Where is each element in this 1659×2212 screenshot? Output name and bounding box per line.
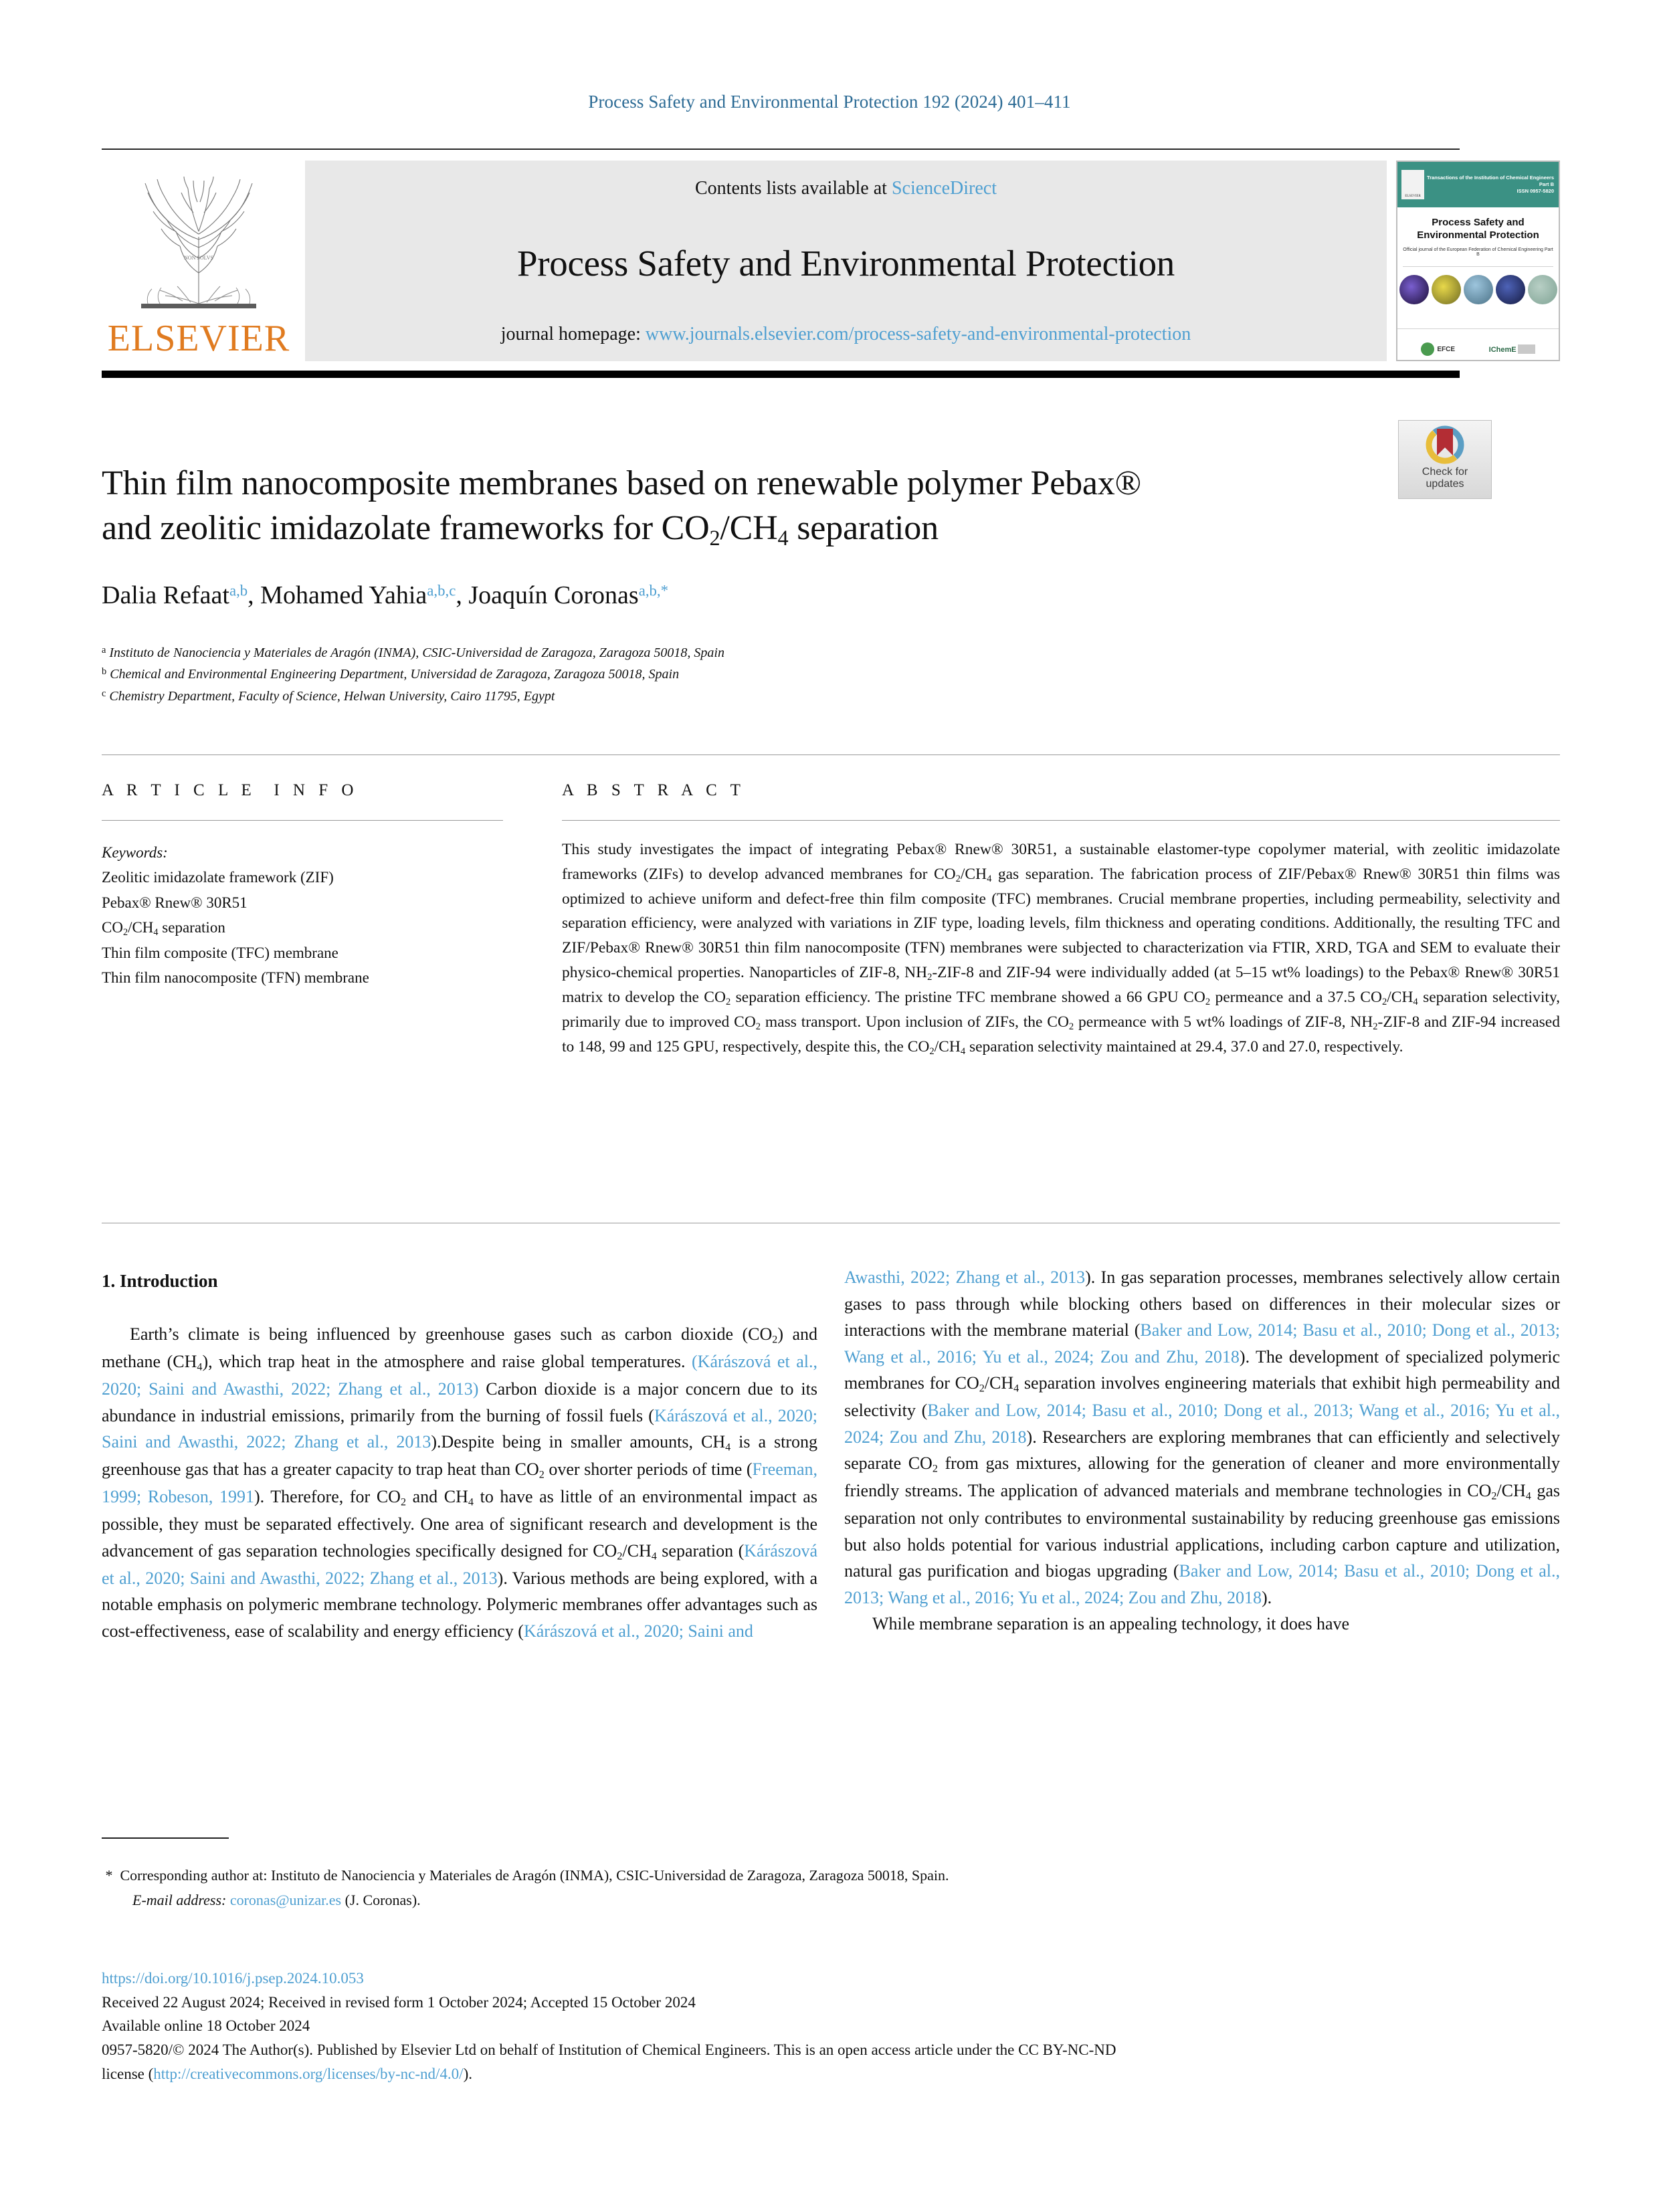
affiliation-list (102, 642, 1440, 707)
author-1-affil-marks[interactable]: a,b (229, 582, 248, 599)
doi-link[interactable]: https://doi.org/10.1016/j.psep.2024.10.053 (102, 1970, 364, 1987)
crossmark-line2: updates (1426, 478, 1464, 490)
efce-logo (1421, 342, 1455, 356)
keyword-item: Thin film nanocomposite (TFN) membrane (102, 969, 369, 987)
corresponding-author-text: Corresponding author at: Instituto de Nanociencia y Materiales de Aragón (INMA), CSIC-Universidad de Zaragoza, Zaragoza 50018, Spain. (120, 1867, 949, 1884)
copyright-line: 0957-5820/© 2024 The Author(s). Published by Elsevier Ltd on behalf of Institution of Chemical Engineers. This is an open access article under the CC BY-NC-ND (102, 2041, 1116, 2058)
cover-circle-1 (1399, 275, 1429, 304)
title-sub-1: 2 (709, 525, 720, 550)
cover-circle-5 (1528, 275, 1557, 304)
journal-cover-thumbnail (1396, 161, 1560, 361)
keywords-heading: Keywords: (102, 844, 168, 861)
affiliation-marker: a (102, 644, 106, 656)
footnote-block (102, 1864, 1440, 1912)
author-3-name: Joaquín Coronas (468, 581, 639, 609)
cover-image-strip (1397, 270, 1559, 310)
sciencedirect-link[interactable]: ScienceDirect (891, 178, 997, 199)
homepage-url-link[interactable]: www.journals.elsevier.com/process-safety-and-environmental-protection (645, 324, 1191, 344)
cover-divider-2 (1397, 328, 1559, 329)
masthead-top-rule (102, 148, 1460, 150)
paragraph: Earth’s climate is being influenced by greenhouse gases such as carbon dioxide $(CO_2)$ and methane $(CH_4)$, which trap heat in the atmosphere and raise global temperatures. (Kárászová et al., 2020; Saini and Awasthi, 2022; Zhang et al., 2013) Carbon dioxide is a major concern due to its abundance in industrial emissions, primarily from the burning of fossil fuels (Kárászová et al., 2020; Saini and Awasthi, 2022; Zhang et al., 2013).Despite being in smaller amounts, $CH_4$ is a strong greenhouse gas that has a greater capacity to trap heat than $CO_2$ over shorter periods of time (Freeman, 1999; Robeson, 1991). Therefore, for $CO_2$ and $CH_4$ to have as little of an environmental impact as possible, they must be separated effectively. One area of significant research and development is the advancement of gas separation technologies specifically designed for $CO_2/CH_4$ separation (Kárászová et al., 2020; Saini and Awasthi, 2022; Zhang et al., 2013). Various methods are being explored, with a notable emphasis on polymeric membrane technology. Polymeric membranes offer advantages such as cost-effectiveness, ease of scalability and energy efficiency (Kárászová et al., 2020; Saini and (102, 1324, 818, 1641)
icheme-label: IChemE (1488, 346, 1517, 354)
check-for-updates-badge[interactable] (1398, 420, 1492, 499)
title-line-2b: /CH (720, 508, 778, 547)
affiliation-text: Chemistry Department, Faculty of Science, Helwan University, Cairo 11795, Egypt (109, 688, 555, 704)
running-head: Process Safety and Environmental Protection 192 (2024) 401–411 (588, 92, 1071, 112)
license-prefix: license ( (102, 2065, 154, 2082)
keyword-item: $CO_2/CH_4$ separation (102, 918, 225, 938)
title-line-2c: separation (788, 508, 939, 547)
crossmark-text (1422, 466, 1468, 491)
footer-block (102, 1967, 1567, 2086)
email-link[interactable]: coronas@unizar.es (229, 1891, 342, 1908)
body-column-left (102, 1321, 817, 1644)
license-suffix: ). (463, 2065, 472, 2082)
title-line-2a: and zeolitic imidazolate frameworks for CO (102, 508, 710, 547)
masthead-row (102, 161, 1560, 361)
affiliation-item (102, 664, 1440, 685)
license-url-link[interactable]: http://creativecommons.org/licenses/by-nc-nd/4.0/ (153, 2065, 464, 2082)
efce-mark-icon (1421, 342, 1434, 356)
citation-link[interactable]: (Kárászová et al., 2020; Saini and Awasthi, 2022; Zhang et al., 2013) (102, 1352, 817, 1399)
crossmark-line1: Check for (1422, 466, 1468, 478)
received-dates: Received 22 August 2024; Received in revised form 1 October 2024; Accepted 15 October 2024 (102, 1993, 696, 2011)
license-line (102, 2062, 1567, 2086)
email-label: E-mail address: (132, 1891, 227, 1908)
affiliation-item (102, 686, 1440, 707)
author-1-name: Dalia Refaat (102, 581, 229, 609)
abstract-heading: A B S T R A C T (562, 781, 745, 799)
elsevier-wordmark: ELSEVIER (107, 318, 290, 359)
cover-elsevier-mark: ELSEVIER (1401, 170, 1424, 199)
masthead-bottom-rule (102, 371, 1460, 378)
crossmark-icon (1417, 425, 1473, 465)
article-info-heading: A R T I C L E I N F O (102, 781, 359, 799)
efce-label: EFCE (1437, 345, 1455, 353)
citation-link[interactable]: Baker and Low, 2014; Basu et al., 2010; Dong et al., 2013; Wang et al., 2016; Yu et al., 2024; Zou and Zhu, 2018 (844, 1401, 1561, 1447)
cover-transactions-line: Transactions of the Institution of Chemical Engineers Part B (1426, 174, 1554, 187)
corresponding-author-note (102, 1864, 1440, 1888)
affiliation-marker: b (102, 666, 107, 678)
author-sep-1: , (248, 581, 261, 609)
affiliation-item (102, 642, 1440, 664)
elsevier-logo (102, 161, 296, 361)
homepage-prefix: journal homepage: (500, 324, 646, 344)
paragraph: While membrane separation is an appealing technology, it does have (872, 1614, 1350, 1634)
article-info-rule (102, 820, 503, 821)
cover-issn-line: ISSN 0957-5820 (1517, 188, 1554, 195)
cover-circle-3 (1464, 275, 1493, 304)
cover-subtitle: Official journal of the European Federation of Chemical Engineering Part B (1403, 247, 1553, 257)
icheme-block-icon (1518, 344, 1535, 354)
cover-transactions-text (1424, 175, 1559, 195)
cover-logos (1397, 342, 1559, 356)
keyword-item: Zeolitic imidazolate framework (ZIF) (102, 869, 334, 886)
cover-title-block (1397, 207, 1559, 264)
cover-divider (1403, 266, 1553, 267)
citation-link[interactable]: Kárászová et al., 2020; Saini and Awasthi, 2022; Zhang et al., 2013 (102, 1540, 817, 1588)
author-2-name: Mohamed Yahia (260, 581, 427, 609)
available-online: Available online 18 October 2024 (102, 2017, 310, 2035)
affiliation-text: Instituto de Nanociencia y Materiales de Aragón (INMA), CSIC-Universidad de Zaragoza, Zaragoza 50018, Spain (109, 645, 724, 660)
title-block (102, 462, 1373, 552)
author-3-affil-marks[interactable]: a,b,* (638, 582, 669, 599)
section-heading-introduction: 1. Introduction (102, 1271, 218, 1291)
keywords-block (102, 840, 516, 990)
footnote-star: * (105, 1867, 113, 1884)
citation-link[interactable]: Awasthi, 2022; Zhang et al., 2013 (844, 1268, 1086, 1287)
journal-band (305, 161, 1387, 361)
abstract-text: This study investigates the impact of integrating Pebax® Rnew® 30R51, a sustainable elastomer-type copolymer material, with zeolitic imidazolate frameworks (ZIFs) to develop advanced membranes for $CO_2/CH_4$ gas separation. The fabrication process of ZIF/Pebax® Rnew® 30R51 thin films was optimized to achieve uniform and defect-free thin film composite (TFC) membranes. Crucial membrane properties, including permeability, selectivity and separation efficiency, were analyzed with variations in ZIF type, loading levels, film thickness and operating conditions. Additionally, the resulting TFC and ZIF/Pebax® Rnew® 30R51 thin film nanocomposite (TFN) membranes were subjected to characterization via FTIR, XRD, TGA and SEM to evaluate their physico-chemical properties. Nanoparticles of ZIF-8, $NH_2-ZIF-8$ and ZIF-94 were individually added (at 5–15 wt% loadings) to the Pebax® Rnew® 30R51 matrix to develop the $CO_2$ separation efficiency. The pristine TFC membrane showed a 66 GPU $CO_2$ permeance and a 37.5 $CO_2/CH_4$ separation selectivity, primarily due to improved $CO_2$ mass transport. Upon inclusion of ZIFs, the $CO_2$ permeance with 5 wt% loadings of ZIF-8, $NH_2-ZIF-8$ and ZIF-94 increased to 148, 99 and 125 GPU, respectively, despite this, the $CO_2/CH_4$ separation selectivity maintained at 29.4, 37.0 and 27.0, respectively. (562, 841, 1561, 1057)
journal-masthead (102, 148, 1560, 378)
body-column-right (844, 1264, 1560, 1637)
elsevier-tree-icon (118, 173, 279, 318)
affiliation-text: Chemical and Environmental Engineering Department, Universidad de Zaragoza, Zaragoza 50018, Spain (110, 667, 680, 682)
email-suffix: (J. Coronas). (345, 1891, 421, 1908)
journal-title: Process Safety and Environmental Protection (517, 242, 1175, 284)
footnote-rule (102, 1837, 229, 1839)
citation-link[interactable]: Kárászová et al., 2020; Saini and (523, 1621, 753, 1641)
contents-line (332, 178, 1360, 199)
homepage-line (332, 324, 1360, 345)
cover-green-band (1397, 162, 1559, 207)
icheme-logo (1489, 343, 1535, 355)
cover-circle-4 (1496, 275, 1525, 304)
affiliation-marker: c (102, 688, 106, 699)
email-note (102, 1888, 1440, 1913)
citation-link[interactable]: Baker and Low, 2014; Basu et al., 2010; Dong et al., 2013; Wang et al., 2016; Yu et al., 2024; Zou and Zhu, 2018 (844, 1320, 1560, 1367)
keyword-item: Pebax® Rnew® 30R51 (102, 894, 248, 911)
author-sep-2: , (456, 581, 469, 609)
title-sub-2: 4 (777, 525, 789, 550)
cover-title: Process Safety and Environmental Protection (1417, 217, 1539, 241)
title-line-1: Thin film nanocomposite membranes based on renewable polymer Pebax® (102, 464, 1141, 502)
keyword-item: Thin film composite (TFC) membrane (102, 944, 338, 961)
abstract-rule (562, 820, 1560, 821)
author-2-affil-marks[interactable]: a,b,c (427, 582, 456, 599)
citation-link[interactable]: Baker and Low, 2014; Basu et al., 2010; Dong et al., 2013; Wang et al., 2016; Yu et al., 2024; Zou and Zhu, 2018 (844, 1561, 1560, 1607)
contents-prefix: Contents lists available at (695, 178, 892, 199)
citation-link[interactable]: Freeman, 1999; Robeson, 1991 (102, 1460, 817, 1507)
svg-text:NON SOLVS: NON SOLVS (184, 255, 213, 261)
paragraph: Awasthi, 2022; Zhang et al., 2013). In gas separation processes, membranes selectively allow certain gases to pass through while blocking others based on differences in their molecular sizes or interactions with the membrane material (Baker and Low, 2014; Basu et al., 2010; Dong et al., 2013; Wang et al., 2016; Yu et al., 2024; Zou and Zhu, 2018). The development of specialized polymeric membranes for $CO_2/CH_4$ separation involves engineering materials that exhibit high permeability and selectivity (Baker and Low, 2014; Basu et al., 2010; Dong et al., 2013; Wang et al., 2016; Yu et al., 2024; Zou and Zhu, 2018). Researchers are exploring membranes that can efficiently and selectively separate $CO_2$ from gas mixtures, allowing for the generation of cleaner and more environmentally friendly streams. The application of advanced materials and membrane technologies in $CO_2/CH_4$ gas separation not only contributes to environmental sustainability by reducing greenhouse gas emissions but also holds potential for various industrial applications, including carbon capture and utilization, natural gas purification and biogas upgrading (Baker and Low, 2014; Basu et al., 2010; Dong et al., 2013; Wang et al., 2016; Yu et al., 2024; Zou and Zhu, 2018). (844, 1268, 1561, 1607)
page-title (102, 462, 1373, 552)
author-list (102, 581, 1440, 610)
cover-circle-2 (1432, 275, 1461, 304)
citation-link[interactable]: Kárászová et al., 2020; Saini and Awasthi, 2022; Zhang et al., 2013 (102, 1405, 818, 1452)
